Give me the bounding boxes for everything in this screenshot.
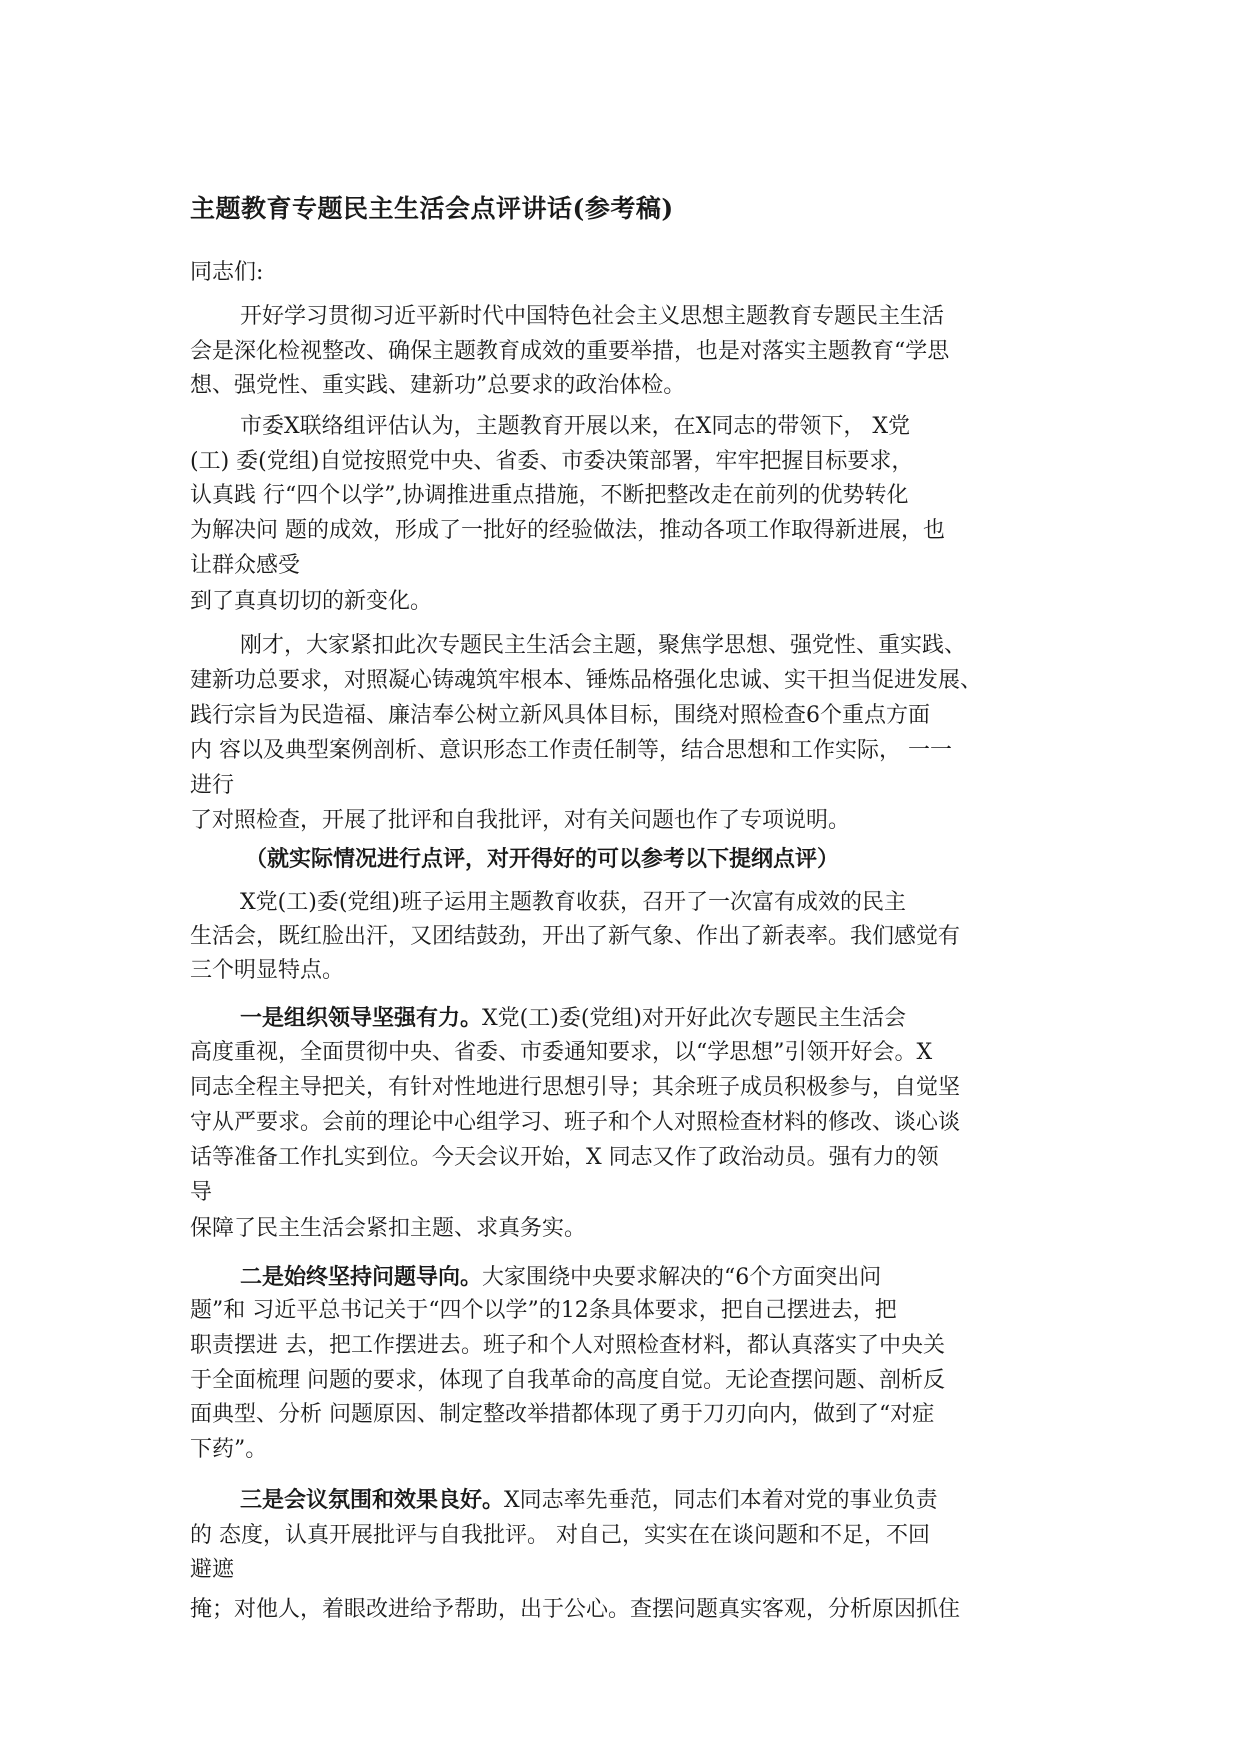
body-line: 践行宗旨为民造福、廉洁奉公树立新风具体目标，围绕对照检查6个重点方面	[190, 703, 930, 728]
body-line: 开好学习贯彻习近平新时代中国特色社会主义思想主题教育专题民主生活	[240, 304, 945, 329]
body-line: 会是深化检视整改、确保主题教育成效的重要举措，也是对落实主题教育“学思	[190, 339, 950, 364]
body-line: 避遮	[190, 1557, 235, 1582]
body-line: 保障了民主生活会紧扣主题、求真务实。	[190, 1216, 587, 1241]
point-2-text: 大家围绕中央要求解决的“6个方面突出问	[482, 1265, 882, 1290]
body-line: 话等准备工作扎实到位。今天会议开始，X 同志又作了政治动员。强有力的领	[190, 1145, 939, 1170]
body-line: 三个明显特点。	[190, 958, 345, 983]
document-title: 主题教育专题民主生活会点评讲话(参考稿)	[190, 194, 674, 223]
point-1-heading: 一是组织领导坚强有力。	[240, 1005, 483, 1031]
body-line: 题”和 习近平总书记关于“四个以学”的12条具体要求，把自己摆进去，把	[190, 1298, 897, 1323]
body-line: 认真践 行“四个以学”,协调推进重点措施，不断把整改走在前列的优势转化	[190, 483, 909, 508]
body-line: (工) 委(党组)自觉按照党中央、省委、市委决策部署，牢牢把握目标要求，	[190, 449, 914, 474]
point-1-line	[240, 1003, 906, 1034]
point-3-line	[240, 1485, 938, 1516]
body-line: 想、强党性、重实践、建新功”总要求的政治体检。	[190, 373, 686, 398]
body-line: 让群众感受	[190, 553, 301, 578]
body-line: 下药”。	[190, 1437, 268, 1462]
body-line: 面典型、分析 问题原因、制定整改举措都体现了勇于刀刃向内，做到了“对症	[190, 1402, 935, 1427]
body-line: 高度重视，全面贯彻中央、省委、市委通知要求，以“学思想”引领开好会。X	[190, 1040, 933, 1065]
body-line: 到了真真切切的新变化。	[190, 589, 433, 614]
point-3-heading: 三是会议氛围和效果良好。	[240, 1487, 505, 1513]
body-line: 了对照检查，开展了批评和自我批评，对有关问题也作了专项说明。	[190, 808, 851, 833]
body-line: 生活会，既红脸出汗，又团结鼓劲，开出了新气象、作出了新表率。我们感觉有	[190, 924, 961, 949]
point-2-line	[240, 1262, 881, 1293]
body-line: 的 态度，认真开展批评与自我批评。 对自己，实实在在谈问题和不足，不回	[190, 1523, 930, 1548]
body-line: 于全面梳理 问题的要求，体现了自我革命的高度自觉。无论查摆问题、剖析反	[190, 1368, 945, 1393]
body-line: 守从严要求。会前的理论中心组学习、班子和个人对照检查材料的修改、谈心谈	[190, 1110, 961, 1135]
body-line: 刚才，大家紧扣此次专题民主生活会主题，聚焦学思想、强党性、重实践、	[240, 633, 967, 658]
body-line: 为解决问 题的成效，形成了一批好的经验做法，推动各项工作取得新进展，也	[190, 518, 945, 543]
point-3-text: X同志率先垂范，同志们本着对党的事业负责	[504, 1488, 938, 1513]
salutation: 同志们:	[190, 260, 264, 285]
point-2-heading: 二是始终坚持问题导向。	[240, 1264, 483, 1290]
body-line: 内 容以及典型案例剖析、意识形态工作责任制等，结合思想和工作实际， 一一	[190, 738, 952, 763]
body-line: 市委X联络组评估认为，主题教育开展以来，在X同志的带领下， X党	[240, 414, 910, 439]
body-line: 同志全程主导把关，有针对性地进行思想引导；其余班子成员积极参与，自觉坚	[190, 1075, 961, 1100]
body-line: 进行	[190, 773, 235, 798]
body-line: 导	[190, 1180, 213, 1205]
body-line: 建新功总要求，对照凝心铸魂筑牢根本、锤炼品格强化忠诚、实干担当促进发展、	[190, 668, 983, 693]
body-line: 掩；对他人，着眼改进给予帮助，出于公心。查摆问题真实客观，分析原因抓住	[190, 1597, 961, 1622]
body-line: 职责摆进 去，把工作摆进去。班子和个人对照检查材料，都认真落实了中央关	[190, 1333, 945, 1358]
body-line: X党(工)委(党组)班子运用主题教育收获，召开了一次富有成效的民主	[240, 890, 906, 915]
point-1-text: X党(工)委(党组)对开好此次专题民主生活会	[482, 1006, 907, 1031]
editor-note: （就实际情况进行点评，对开得好的可以参考以下提纲点评）	[245, 846, 840, 872]
